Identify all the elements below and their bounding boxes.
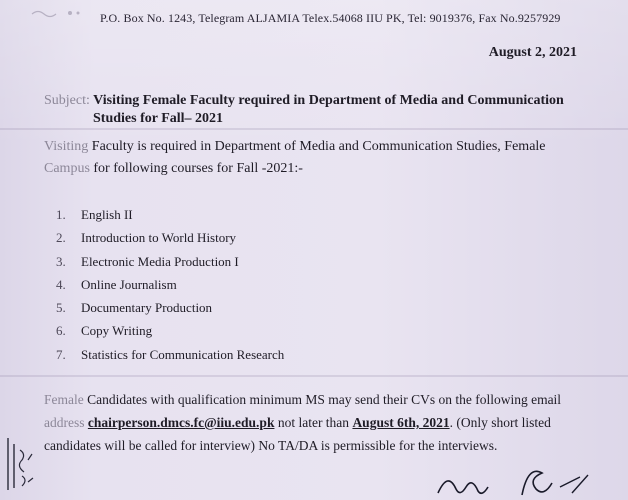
deadline-date: August 6th, 2021 [352,415,450,430]
paper-crease [0,375,628,377]
course-name: Copy Writing [81,323,153,339]
course-number: 7. [56,346,66,362]
course-item [56,203,284,226]
course-item [56,226,284,249]
course-name: Statistics for Communication Research [81,346,285,362]
closing-mid-text: not later than [274,415,353,430]
subject-block [44,92,584,128]
letter-date: August 2, 2021 [488,45,577,60]
course-name: Electronic Media Production I [81,253,239,269]
intro-text-2: for following courses for Fall -2021:- [89,161,303,176]
margin-handwritten-note [2,430,38,500]
contact-email-link[interactable]: chairperson.dmcs.fc@iiu.edu.pk [87,415,275,430]
course-number: 1. [56,207,66,222]
closing-faded-word-1: Female [44,392,84,407]
intro-text-1: Faculty is required in Department of Media and Communication Studies, Female [88,139,546,154]
subject-line-1: Visiting Female Faculty required in Department of Media and Communication [93,93,564,108]
course-number: 3. [56,253,66,269]
closing-faded-word-2: address [44,415,85,430]
letterhead-contact-line: P.O. Box No. 1243, Telegram ALJAMIA Telex.54068 IIU PK, Tel: 9019376, Fax No.9257929 [100,11,561,25]
course-list [56,203,284,366]
course-item [56,296,284,319]
subject-line-2: Studies for Fall– 2021 [93,111,224,126]
intro-faded-word: Campus [44,161,90,176]
letterhead-logo-fragment [30,6,90,20]
course-item [56,250,284,273]
course-number: 4. [56,276,66,292]
subject-label: Subject: [44,93,90,108]
course-number: 6. [56,323,66,339]
closing-paragraph [44,388,584,457]
course-name: Documentary Production [81,300,213,316]
course-number: 5. [56,300,66,316]
handwritten-signature [430,465,610,500]
course-number: 2. [56,230,66,246]
intro-lead-word: Visiting [44,139,89,154]
course-name: Introduction to World History [81,230,237,246]
closing-text-2: . (Only short listed [449,415,551,430]
paper-crease [0,128,628,130]
course-item [56,319,284,342]
course-item [56,343,284,366]
intro-paragraph [44,136,584,180]
closing-text-1: Candidates with qualification minimum MS may send their CVs on the following email [83,392,562,407]
course-name: English II [81,207,133,222]
course-name: Online Journalism [81,276,177,292]
closing-text-3: candidates will be called for interview) No TA/DA is permissible for the interviews. [44,438,498,453]
course-item [56,273,284,296]
